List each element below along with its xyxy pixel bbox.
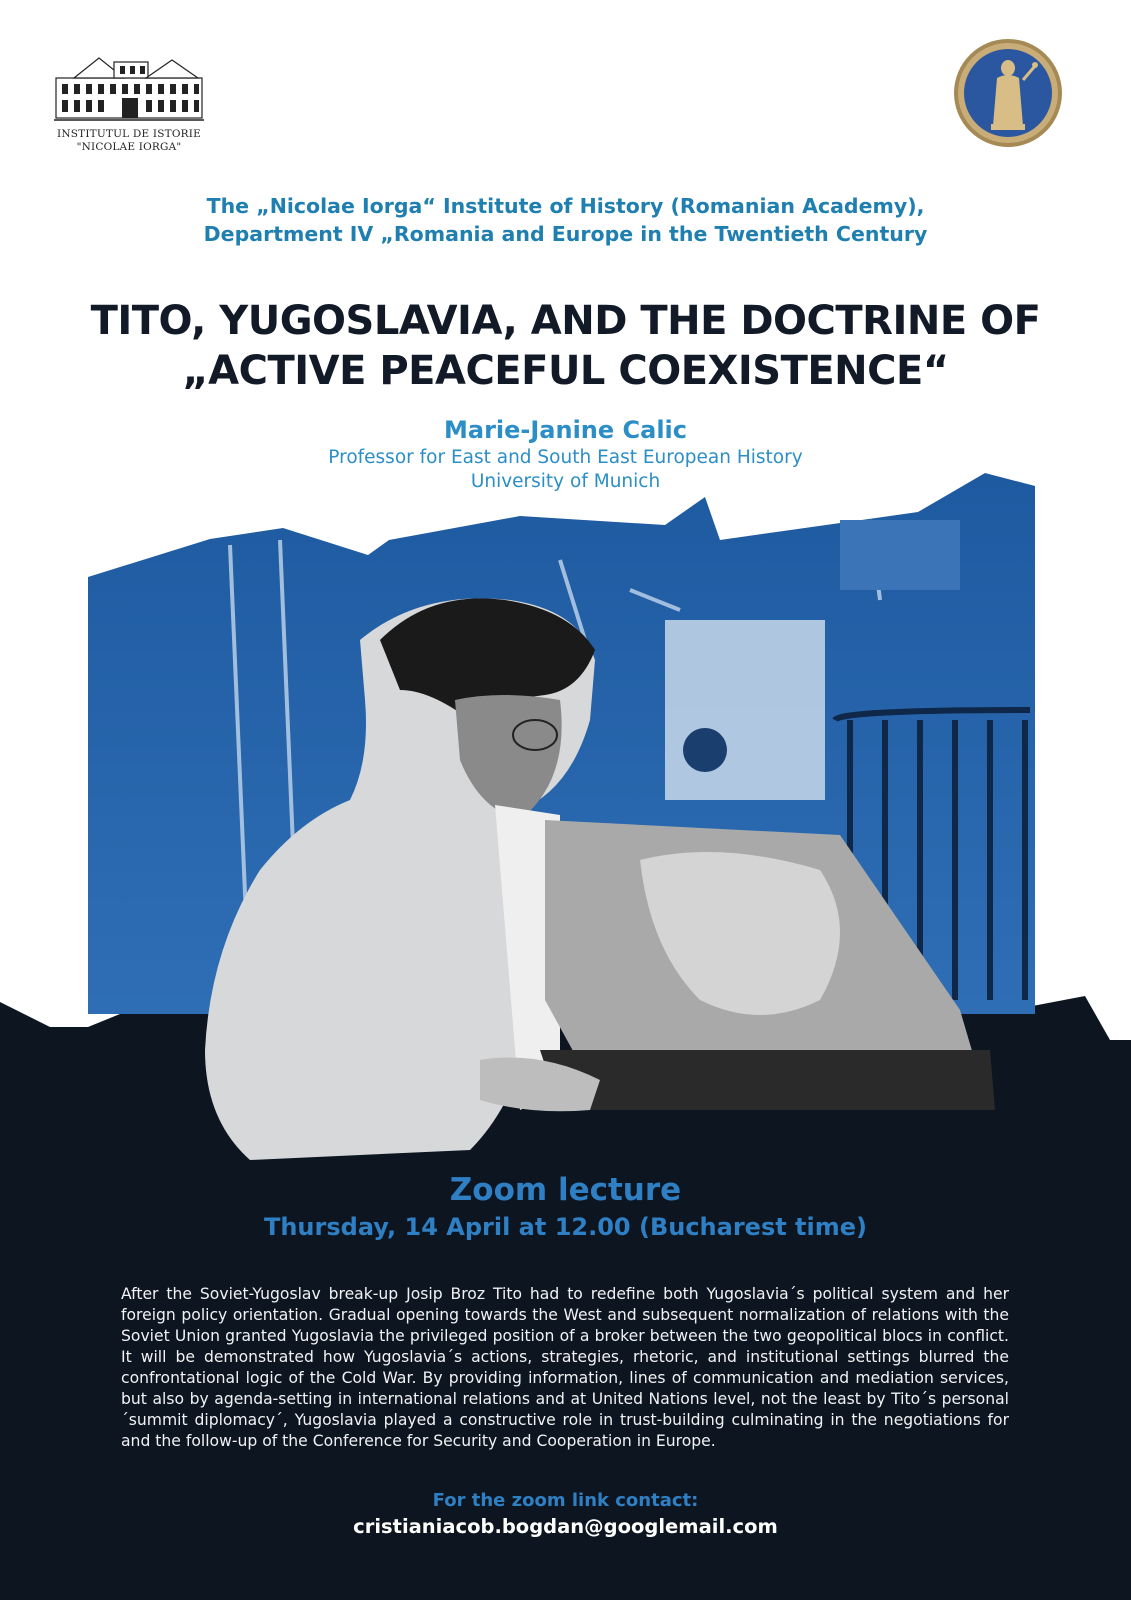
- contact-email[interactable]: cristianiacob.bogdan@googlemail.com: [353, 1515, 778, 1538]
- speaker-affiliation: University of Munich: [470, 471, 661, 492]
- contact-label: For the zoom link contact:: [432, 1490, 699, 1511]
- academy-seal-icon: [953, 38, 1063, 148]
- lecture-title-line1: TITO, YUGOSLAVIA, AND THE DOCTRINE OF: [90, 298, 1041, 344]
- speaker-name: Marie-Janine Calic: [443, 416, 688, 444]
- event-format: Zoom lecture: [449, 1172, 682, 1208]
- hero-photo: [0, 470, 1131, 1170]
- institution-line2: Department IV „Romania and Europe in the Twentieth Century: [203, 222, 928, 246]
- lecture-abstract: After the Soviet-Yugoslav break-up Josip Broz Tito had to redefine both Yugoslavia´s political system and her foreign policy orientation. Gradual opening towards the West and subsequent normalization of relations with the Soviet Union granted Yugoslavia the privileged position of a broker between the two geopolitical blocs in conflict. It will be demonstrated how Yugoslavia´s actions, strategies, rhetoric, and institutional settings blurred the confrontational logic of the Cold War. By providing information, lines of communication and mediation services, but also by agenda-setting in international relations and at United Nations level, not the least by Tito´s personal ´summit diplomacy´, Yugoslavia played a constructive role in trust-building culminating in the negotiations for and the follow-up of the Conference for Security and Cooperation in Europe.: [121, 1285, 1009, 1450]
- event-datetime: Thursday, 14 April at 12.00 (Bucharest time): [263, 1213, 868, 1241]
- logo-text-line2: "NICOLAE IORGA": [76, 141, 182, 153]
- logo-text-line1: INSTITUTUL DE ISTORIE: [57, 128, 201, 140]
- building-illustration: [54, 50, 204, 122]
- lecture-title-line2: „ACTIVE PEACEFUL COEXISTENCE“: [182, 348, 949, 394]
- institution-line1: The „Nicolae Iorga“ Institute of History (Romanian Academy),: [206, 194, 925, 218]
- institute-logo: [50, 50, 208, 154]
- speaker-role: Professor for East and South East European History: [328, 447, 803, 468]
